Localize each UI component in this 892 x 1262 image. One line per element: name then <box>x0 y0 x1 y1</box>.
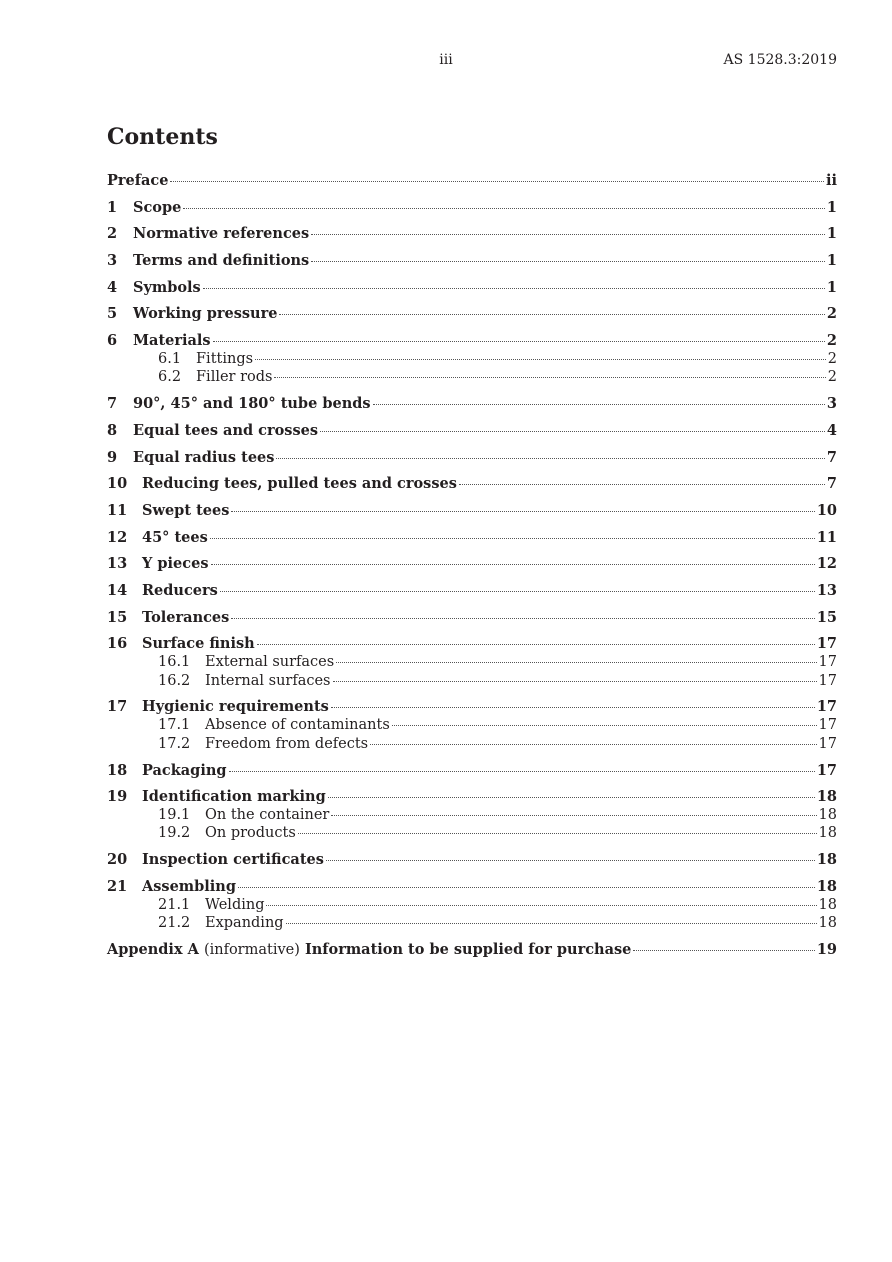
dot-leader <box>311 233 825 235</box>
page-number: iii <box>439 52 453 68</box>
toc-entry[interactable] <box>107 851 837 869</box>
toc-entry-number: 21 <box>107 877 128 895</box>
toc-entry-number: 13 <box>107 555 128 573</box>
toc-entry[interactable] <box>107 475 837 493</box>
toc-subentry-number: 16.2 <box>158 672 191 689</box>
toc-entry-title: Tolerances <box>142 608 230 626</box>
toc-entry-page: 1 <box>826 225 837 243</box>
toc-entry-page: 11 <box>816 528 837 546</box>
toc-entry-page: 17 <box>816 635 837 653</box>
toc-entry-title: Hygienic requirements <box>142 698 329 716</box>
dot-leader <box>229 770 815 772</box>
dot-leader <box>311 260 825 262</box>
dot-leader <box>231 510 814 512</box>
toc-subentry[interactable] <box>107 735 837 753</box>
toc-subentry-page: 18 <box>818 825 837 842</box>
toc-entry-page: 18 <box>816 788 837 806</box>
toc-entry-title: Packaging <box>142 761 227 779</box>
toc-subentry[interactable] <box>107 824 837 842</box>
toc-entry-page: 1 <box>826 252 837 270</box>
toc-subentry[interactable] <box>107 653 837 671</box>
toc-entry[interactable] <box>107 698 837 716</box>
toc-subentry-page: 2 <box>827 369 837 386</box>
toc-entry-number: 8 <box>107 421 118 439</box>
toc-entry-number: 9 <box>107 448 118 466</box>
dot-leader <box>279 313 824 315</box>
toc-entry-title: Normative references <box>133 225 310 243</box>
toc-entry-page: 17 <box>816 698 837 716</box>
toc-subentry-number: 6.2 <box>158 369 182 386</box>
toc-entry-page: 3 <box>826 395 837 413</box>
toc-entry[interactable] <box>107 395 837 413</box>
toc-entry[interactable] <box>107 788 837 806</box>
toc-entry-title: Identification marking <box>142 788 326 806</box>
toc-entry-page: 10 <box>816 501 837 519</box>
toc-entry-title: Y pieces <box>142 555 209 573</box>
toc-entry-page: 18 <box>816 851 837 869</box>
toc-entry-number: 19 <box>107 788 128 806</box>
toc-subentry-title: On products <box>205 825 296 842</box>
toc-entry[interactable] <box>107 199 837 217</box>
toc-entry-number: 5 <box>107 305 118 323</box>
appendix-page: 19 <box>816 941 837 958</box>
dot-leader <box>238 886 815 888</box>
toc-entry[interactable] <box>107 332 837 350</box>
toc-entry[interactable] <box>107 422 837 440</box>
dot-leader <box>203 287 825 289</box>
dot-leader <box>370 743 816 745</box>
dot-leader <box>211 563 815 565</box>
toc-entry-number: 15 <box>107 608 128 626</box>
toc-entry-number: 3 <box>107 252 118 270</box>
dot-leader <box>274 376 825 378</box>
toc-subentry[interactable] <box>107 914 837 932</box>
toc-entry-number: 1 <box>107 198 118 216</box>
toc-subentry-title: Filler rods <box>196 369 273 386</box>
toc-subentry-title: On the container <box>205 807 330 824</box>
toc-entry-title: Assembling <box>142 877 236 895</box>
dot-leader <box>326 859 815 861</box>
toc-subentry-page: 17 <box>818 735 837 752</box>
toc-entry-page: 7 <box>826 475 837 493</box>
dot-leader <box>210 537 815 539</box>
toc-entry-number: 7 <box>107 395 118 413</box>
toc-subentry[interactable] <box>107 350 837 368</box>
toc-entry[interactable] <box>107 762 837 780</box>
toc-entry[interactable] <box>107 635 837 653</box>
dot-leader <box>213 340 825 342</box>
dot-leader <box>183 207 825 209</box>
toc-entry-number: 14 <box>107 582 128 599</box>
toc-entry[interactable] <box>107 225 837 243</box>
toc-entry-page: 12 <box>816 555 837 573</box>
appendix-qualifier: (informative) <box>203 942 300 958</box>
toc-entry[interactable] <box>107 609 837 627</box>
toc-entry[interactable] <box>107 555 837 573</box>
appendix-label: Appendix A <box>107 941 199 958</box>
toc-entry-title: Symbols <box>133 278 201 296</box>
toc-entry-number: 18 <box>107 761 128 779</box>
toc-entry[interactable] <box>107 502 837 520</box>
toc-entry-title: Inspection certificates <box>142 851 324 869</box>
table-of-contents <box>107 172 837 959</box>
toc-entry-title: Equal tees and crosses <box>133 421 319 439</box>
toc-entry-title: 45° tees <box>142 528 208 546</box>
toc-entry-page: 13 <box>816 582 837 599</box>
toc-entry-page: 15 <box>816 608 837 626</box>
toc-entry[interactable] <box>107 172 837 190</box>
toc-subentry-page: 18 <box>818 915 837 932</box>
toc-subentry-page: 18 <box>818 896 837 913</box>
dot-leader <box>328 796 815 798</box>
toc-entry-number: 4 <box>107 278 118 296</box>
toc-subentry-number: 21.1 <box>158 896 191 913</box>
toc-entry-page: 17 <box>816 761 837 779</box>
dot-leader <box>231 617 814 619</box>
toc-entry[interactable] <box>107 279 837 297</box>
document-id: AS 1528.3:2019 <box>723 52 837 68</box>
toc-subentry-page: 17 <box>818 654 837 671</box>
dot-leader <box>298 832 817 834</box>
toc-entry-number: 2 <box>107 225 118 243</box>
toc-entry-page: 2 <box>826 332 837 350</box>
toc-entry-title: Materials <box>133 332 211 350</box>
toc-entry[interactable] <box>107 878 837 896</box>
toc-subentry-page: 17 <box>818 717 837 734</box>
toc-entry-page: 4 <box>826 421 837 439</box>
dot-leader <box>170 180 824 182</box>
toc-subentry-number: 6.1 <box>158 351 182 368</box>
dot-leader <box>336 661 816 663</box>
toc-entry[interactable] <box>107 449 837 467</box>
toc-entry-page: 2 <box>826 305 837 323</box>
toc-subentry[interactable] <box>107 716 837 734</box>
dot-leader <box>257 643 815 645</box>
dot-leader <box>266 904 816 906</box>
dot-leader <box>320 430 825 432</box>
toc-entry-page: 1 <box>826 278 837 296</box>
dot-leader <box>331 814 816 816</box>
toc-entry-page: 1 <box>826 198 837 216</box>
dot-leader <box>392 724 817 726</box>
toc-appendix-entry[interactable] <box>107 941 837 959</box>
toc-entry-number: 12 <box>107 528 128 546</box>
dot-leader <box>220 590 815 592</box>
dot-leader <box>633 949 814 951</box>
dot-leader <box>286 922 817 924</box>
toc-subentry-number: 17.2 <box>158 735 191 752</box>
toc-entry[interactable] <box>107 305 837 323</box>
toc-entry-number: 20 <box>107 851 128 869</box>
toc-subentry-title: Welding <box>205 896 265 913</box>
toc-entry-title: Terms and definitions <box>133 252 310 270</box>
toc-entry[interactable] <box>107 582 837 600</box>
toc-subentry-number: 17.1 <box>158 717 191 734</box>
toc-entry-title: Scope <box>133 198 182 216</box>
appendix-title: Information to be supplied for purchase <box>304 941 632 958</box>
toc-entry-title: Equal radius tees <box>133 448 275 466</box>
toc-subentry-title: Freedom from defects <box>205 735 369 752</box>
toc-subentry-title: Internal surfaces <box>205 672 331 689</box>
toc-entry-title: Swept tees <box>142 501 230 519</box>
toc-entry-title: 90°, 45° and 180° tube bends <box>133 395 371 413</box>
toc-subentry-page: 17 <box>818 672 837 689</box>
toc-entry-title: Preface <box>107 172 169 189</box>
contents-heading: Contents <box>107 124 218 150</box>
toc-entry-page: 7 <box>826 448 837 466</box>
toc-subentry-title: Absence of contaminants <box>205 717 390 734</box>
toc-entry-number: 11 <box>107 501 128 519</box>
toc-entry-title: Working pressure <box>133 305 278 323</box>
toc-entry-page: 18 <box>816 877 837 895</box>
dot-leader <box>331 706 815 708</box>
toc-entry-title: Surface finish <box>142 635 255 653</box>
toc-entry[interactable] <box>107 529 837 547</box>
toc-entry-number: 16 <box>107 635 128 653</box>
toc-subentry-number: 19.2 <box>158 825 191 842</box>
toc-subentry-title: Fittings <box>196 351 254 368</box>
toc-subentry[interactable] <box>107 806 837 824</box>
toc-entry-number: 10 <box>107 475 128 493</box>
toc-entry-title: Reducing tees, pulled tees and crosses <box>142 475 457 493</box>
toc-subentry[interactable] <box>107 368 837 386</box>
toc-subentry-number: 16.1 <box>158 654 191 671</box>
toc-subentry[interactable] <box>107 896 837 914</box>
toc-subentry-page: 2 <box>827 351 837 368</box>
toc-subentry-number: 19.1 <box>158 807 191 824</box>
toc-entry-number: 6 <box>107 332 118 350</box>
toc-entry[interactable] <box>107 252 837 270</box>
toc-subentry-title: Expanding <box>205 915 284 932</box>
toc-subentry[interactable] <box>107 672 837 690</box>
dot-leader <box>333 680 817 682</box>
toc-entry-number: 17 <box>107 698 128 716</box>
dot-leader <box>276 457 824 459</box>
dot-leader <box>459 483 825 485</box>
dot-leader <box>255 358 826 360</box>
toc-subentry-title: External surfaces <box>205 654 335 671</box>
toc-entry-page: ii <box>825 172 837 189</box>
toc-subentry-number: 21.2 <box>158 915 191 932</box>
toc-subentry-page: 18 <box>818 807 837 824</box>
dot-leader <box>373 403 825 405</box>
toc-entry-title: Reducers <box>142 582 218 599</box>
